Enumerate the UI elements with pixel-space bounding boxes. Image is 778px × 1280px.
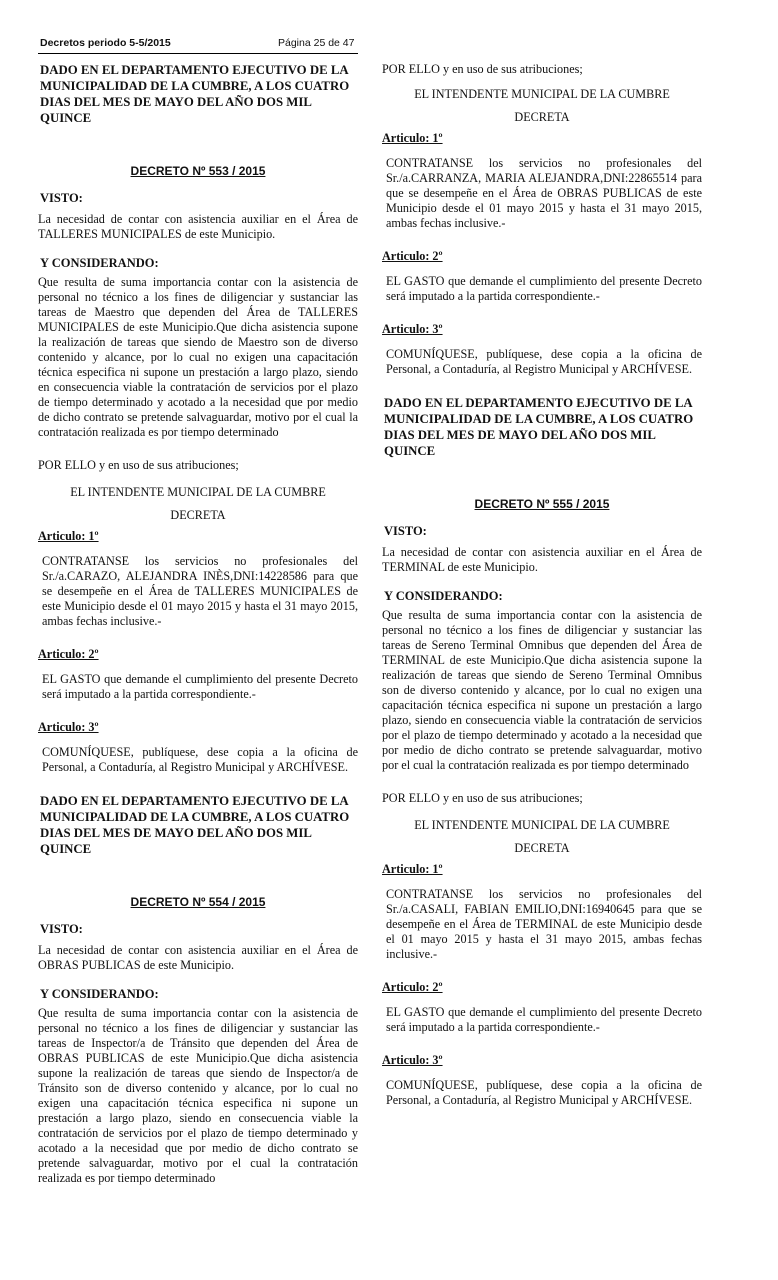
intendente-text: EL INTENDENTE MUNICIPAL DE LA CUMBRE xyxy=(414,818,670,832)
por-ello-text: POR ELLO y en uso de sus atribuciones; xyxy=(38,458,239,472)
article-2-label: Articulo: 2º xyxy=(38,647,99,661)
por-ello-text: POR ELLO y en uso de sus atribuciones; xyxy=(382,791,583,805)
article-1-text: CONTRATANSE los servicios no profesionales del Sr./a.CARRANZA, MARIA ALEJANDRA,DNI:22865514 para que se desempeñe en el Área de OBRAS PUBLICAS de este Municipio desde el 01 mayo 2015 y hasta el 31 mayo 2015, ambas fechas inclusive.- xyxy=(386,156,702,230)
page-header xyxy=(38,34,358,54)
intendente-text: EL INTENDENTE MUNICIPAL DE LA CUMBRE xyxy=(70,485,326,499)
visto-text: La necesidad de contar con asistencia auxiliar en el Área de OBRAS PUBLICAS de este Municipio. xyxy=(38,943,358,972)
decree-554-title: DECRETO Nº 554 / 2015 xyxy=(130,895,266,909)
article-2-label: Articulo: 2º xyxy=(382,249,443,263)
article-3-text: COMUNÍQUESE, publíquese, dese copia a la oficina de Personal, a Contaduría, al Registro Municipal y ARCHÍVESE. xyxy=(386,347,702,376)
considerando-label: Y CONSIDERANDO: xyxy=(40,256,159,270)
intendente-text: EL INTENDENTE MUNICIPAL DE LA CUMBRE xyxy=(414,87,670,101)
visto-label: VISTO: xyxy=(40,922,83,936)
article-1-label: Articulo: 1º xyxy=(382,862,443,876)
right-column xyxy=(382,62,702,1108)
dado-statement: DADO EN EL DEPARTAMENTO EJECUTIVO DE LA MUNICIPALIDAD DE LA CUMBRE, A LOS CUATRO DIAS DEL MES DE MAYO DEL AÑO DOS MIL QUINCE xyxy=(40,63,350,125)
article-1-label: Articulo: 1º xyxy=(38,529,99,543)
considerando-label: Y CONSIDERANDO: xyxy=(40,987,159,1001)
dado-statement: DADO EN EL DEPARTAMENTO EJECUTIVO DE LA MUNICIPALIDAD DE LA CUMBRE, A LOS CUATRO DIAS DEL MES DE MAYO DEL AÑO DOS MIL QUINCE xyxy=(384,396,694,458)
visto-label: VISTO: xyxy=(40,191,83,205)
article-1-text: CONTRATANSE los servicios no profesionales del Sr./a.CARAZO, ALEJANDRA INÈS,DNI:14228586 para que se desempeñe en el Área de TALLERES MUNICIPALES de este Municipio desde el 01 mayo 2015 y hasta el 31 mayo 2015, ambas fechas inclusive.- xyxy=(42,554,358,628)
visto-text: La necesidad de contar con asistencia auxiliar en el Área de TALLERES MUNICIPALES de este Municipio. xyxy=(38,212,358,241)
considerando-text: Que resulta de suma importancia contar con la asistencia de personal no técnico a los fines de diligenciar y sustanciar las tareas de Sereno Terminal Omnibus que dependen del Área de TERMINAL de este Municipio.Que dicha asistencia supone la realización de tareas que siendo de Sereno Terminal Omnibus son de diverso contenido y alcance, por lo cual no exigen una capacitación técnica especifica ni supone un prestación a largo plazo, siendo en consecuencia viable la contratación de servicios por el plazo de tiempo determinado y acotado a la necesidad que por medio de dicho contrato se pretende salvaguardar, motivo por el cual la contratación realizada es por tiempo determinado xyxy=(382,608,702,772)
article-2-label: Articulo: 2º xyxy=(382,980,443,994)
article-1-label: Articulo: 1º xyxy=(382,131,443,145)
considerando-text: Que resulta de suma importancia contar con la asistencia de personal no técnico a los fines de diligenciar y sustanciar las tareas de Maestro que dependen del Área de TALLERES MUNICIPALES de este Municipio.Que dicha asistencia supone la realización de tareas que siendo de Maestro son de diverso contenido y alcance, por lo cual no exigen una capacitación técnica especifica ni supone un prestación a largo plazo, siendo en consecuencia viable la contratación de servicios por el plazo de tiempo determinado y acotado a la necesidad que por medio de dicho contrato se pretende salvaguardar, motivo por el cual la contratación realizada es por tiempo determinado xyxy=(38,275,358,439)
left-column xyxy=(38,62,358,1186)
decree-553-title: DECRETO Nº 553 / 2015 xyxy=(130,164,266,178)
article-2-text: EL GASTO que demande el cumplimiento del presente Decreto será imputado a la partida correspondiente.- xyxy=(386,274,702,303)
article-3-label: Articulo: 3º xyxy=(38,720,99,734)
decreta-text: DECRETA xyxy=(170,508,226,522)
decreta-text: DECRETA xyxy=(514,110,570,124)
article-3-label: Articulo: 3º xyxy=(382,322,443,336)
dado-statement: DADO EN EL DEPARTAMENTO EJECUTIVO DE LA MUNICIPALIDAD DE LA CUMBRE, A LOS CUATRO DIAS DEL MES DE MAYO DEL AÑO DOS MIL QUINCE xyxy=(40,794,350,856)
article-2-text: EL GASTO que demande el cumplimiento del presente Decreto será imputado a la partida correspondiente.- xyxy=(386,1005,702,1034)
por-ello-text: POR ELLO y en uso de sus atribuciones; xyxy=(382,62,583,76)
considerando-text: Que resulta de suma importancia contar con la asistencia de personal no técnico a los fines de diligenciar y sustanciar las tareas de Inspector/a de Tránsito que dependen del Área de OBRAS PUBLICAS de este Municipio.Que dicha asistencia supone la realización de tareas que siendo de Inspector/a de Tránsito son de diverso contenido y alcance, por lo cual no exigen una capacitación técnica especifica ni supone un prestación a largo plazo, siendo en consecuencia viable la contratación de servicios por el plazo de tiempo determinado y acotado a la necesidad que por medio de dicho contrato se pretende salvaguardar, motivo por el cual la contratación realizada es por tiempo determinado xyxy=(38,1006,358,1185)
article-2-text: EL GASTO que demande el cumplimiento del presente Decreto será imputado a la partida correspondiente.- xyxy=(42,672,358,701)
considerando-label: Y CONSIDERANDO: xyxy=(384,589,503,603)
article-3-label: Articulo: 3º xyxy=(382,1053,443,1067)
visto-text: La necesidad de contar con asistencia auxiliar en el Área de TERMINAL de este Municipio. xyxy=(382,545,702,574)
article-3-text: COMUNÍQUESE, publíquese, dese copia a la oficina de Personal, a Contaduría, al Registro Municipal y ARCHÍVESE. xyxy=(42,745,358,774)
page-number: Página 25 de 47 xyxy=(278,37,355,49)
article-1-text: CONTRATANSE los servicios no profesionales del Sr./a.CASALI, FABIAN EMILIO,DNI:16940645 para que se desempeñe en el Área de TERMINAL de este Municipio desde el 01 mayo 2015 y hasta el 31 mayo 2015, ambas fechas inclusive.- xyxy=(386,887,702,961)
document-title: Decretos periodo 5-5/2015 xyxy=(40,37,171,49)
decreta-text: DECRETA xyxy=(514,841,570,855)
decree-555-title: DECRETO Nº 555 / 2015 xyxy=(474,497,610,511)
article-3-text: COMUNÍQUESE, publíquese, dese copia a la oficina de Personal, a Contaduría, al Registro Municipal y ARCHÍVESE. xyxy=(386,1078,702,1107)
visto-label: VISTO: xyxy=(384,524,427,538)
